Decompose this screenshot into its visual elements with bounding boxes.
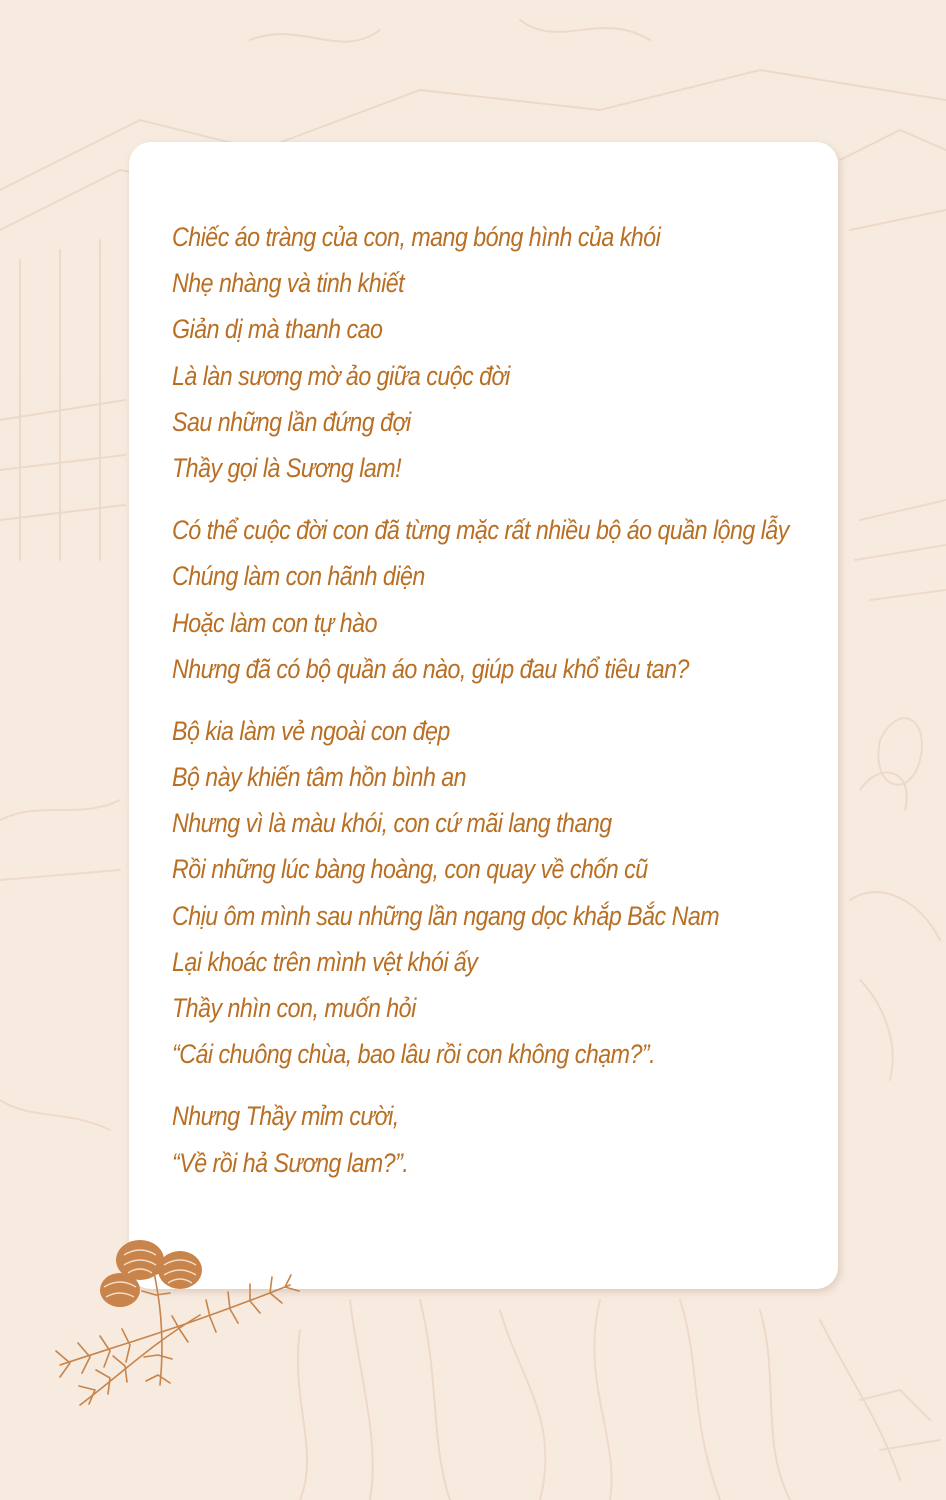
poem-line: Thầy nhìn con, muốn hỏi [172, 993, 416, 1023]
poem-line: Nhưng Thầy mỉm cười, [172, 1101, 399, 1132]
poem-line: Bộ này khiến tâm hồn bình an [172, 762, 467, 793]
poem-line: Chiếc áo tràng của con, mang bóng hình của khói [172, 222, 661, 252]
poem-line: Nhưng đã có bộ quần áo nào, giúp đau khổ tiêu tan? [172, 653, 689, 684]
poem-text [172, 214, 789, 1202]
poem-line: Chịu ôm mình sau những lần ngang dọc khắp Bắc Nam [172, 900, 720, 931]
poem-line: Bộ kia làm vẻ ngoài con đẹp [172, 715, 450, 746]
poem-line: Chúng làm con hãnh diện [172, 561, 425, 592]
poem-line: Thầy gọi là Sương lam! [172, 452, 402, 483]
poem-line: Là làn sương mờ ảo giữa cuộc đời [172, 360, 510, 391]
poem-line: Giản dị mà thanh cao [172, 314, 383, 345]
poem-line: Lại khoác trên mình vệt khói ấy [172, 946, 478, 977]
stanza-2 [172, 507, 789, 692]
pine-cone-branch-icon [40, 1215, 310, 1415]
stanza-3 [172, 708, 731, 1078]
poem-line: Hoặc làm con tự hào [172, 607, 377, 638]
poem-line: Sau những lần đứng đợi [172, 406, 411, 437]
poem-line: Nhưng vì là màu khói, con cứ mãi lang thang [172, 808, 612, 839]
poem-line: Có thể cuộc đời con đã từng mặc rất nhiều bộ áo quần lộng lẫy [172, 515, 789, 546]
poem-line: Nhẹ nhàng và tinh khiết [172, 268, 405, 299]
poem-line: “Cái chuông chùa, bao lâu rồi con không chạm?”. [172, 1039, 656, 1070]
poem-line: “Về rồi hả Sương lam?”. [172, 1147, 409, 1178]
stanza-1 [172, 214, 731, 491]
stanza-4 [172, 1093, 731, 1185]
poem-line: Rồi những lúc bàng hoàng, con quay về chốn cũ [172, 854, 648, 885]
